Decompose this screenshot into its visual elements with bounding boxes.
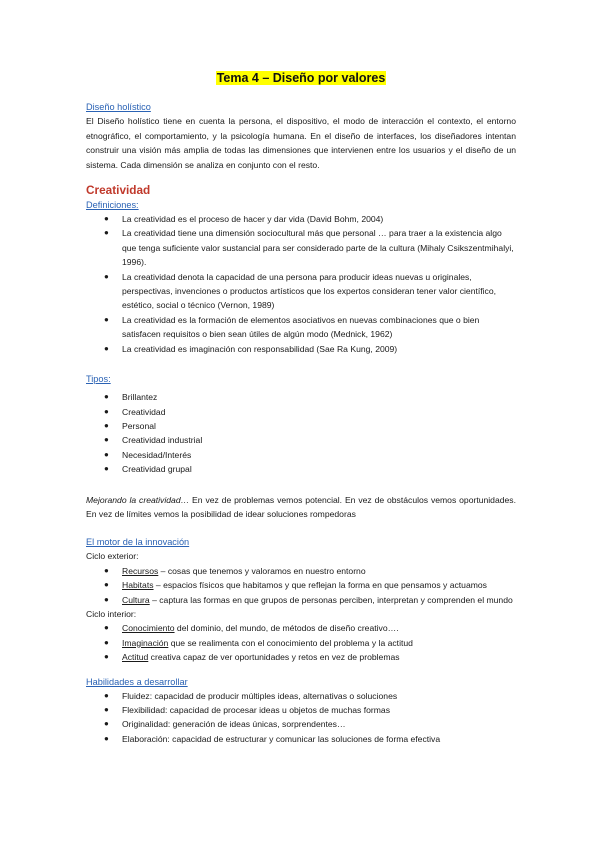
habilidad-item-text: Originalidad: generación de ideas únicas, sorprendentes…: [122, 719, 346, 730]
ciclo-interior-item-desc: del dominio, del mundo, de métodos de diseño creativo….: [174, 623, 399, 634]
habilidad-item: [86, 703, 516, 717]
page-title: Tema 4 – Diseño por valores: [216, 71, 386, 85]
tipo-item-text: Brillantez: [122, 392, 158, 403]
ciclo-exterior-item-desc: – cosas que tenemos y valoramos en nuestro entorno: [158, 565, 366, 576]
ciclo-interior-item-term: Imaginación: [122, 637, 169, 648]
tipo-item: [86, 462, 516, 476]
tipo-item-text: Personal: [122, 420, 156, 431]
definicion-item-text: La creatividad tiene una dimensión sociocultural más que personal … para traer a la existencia algo que tenga suficiente valor sustancial para ser considerado parte de la cultura (Mihaly Csikszentmihalyi, 1996).: [122, 228, 514, 268]
ciclo-interior-list: [86, 621, 516, 664]
tipo-item-text: Creatividad grupal: [122, 464, 192, 475]
bullet-icon: ●: [104, 420, 109, 430]
bullet-icon: ●: [104, 719, 109, 729]
ciclo-interior-item-desc: que se realimenta con el conocimiento del problema y la actitud: [168, 637, 413, 648]
ciclo-interior-label: Ciclo interior:: [86, 608, 137, 619]
ciclo-exterior-item-term: Recursos: [122, 565, 159, 576]
ciclo-interior-item-term: Actitud: [122, 652, 149, 663]
bullet-icon: ●: [104, 214, 109, 224]
habilidad-item: [86, 717, 516, 731]
heading-definiciones: Definiciones:: [86, 200, 139, 211]
bullet-icon: ●: [104, 637, 109, 647]
ciclo-interior-item-desc: creativa capaz de ver oportunidades y retos en vez de problemas: [148, 652, 400, 663]
ciclo-exterior-item: [86, 564, 516, 578]
definicion-item: [86, 226, 516, 269]
definicion-item-text: La creatividad es la formación de elementos asociativos en nuevas combinaciones que o bien satisfacen requisitos o bien sean útiles de algún modo (Mednick, 1962): [122, 314, 480, 340]
bullet-icon: ●: [104, 733, 109, 743]
mejorando-lead: Mejorando la creatividad…: [86, 494, 190, 505]
bullet-icon: ●: [104, 594, 109, 604]
tipo-item: [86, 405, 516, 419]
definicion-item: [86, 342, 516, 356]
definicion-item: [86, 313, 516, 342]
ciclo-interior-item: [86, 636, 516, 650]
habilidad-item-text: Elaboración: capacidad de estructurar y comunicar las soluciones de forma efectiva: [122, 733, 441, 744]
definicion-item: [86, 270, 516, 313]
definicion-item: [86, 212, 516, 226]
heading-creatividad: Creatividad: [86, 183, 151, 198]
tipo-item-text: Necesidad/Interés: [122, 449, 192, 460]
definiciones-list: [86, 212, 516, 356]
ciclo-exterior-list: [86, 564, 516, 607]
habilidad-item: [86, 689, 516, 703]
definicion-item-text: La creatividad denota la capacidad de una persona para producir ideas nuevas u originales, perspectivas, invenciones o productos artísticos que los expertos consideran tener valor científico, estético, social o técnico (Vernon, 1989): [122, 271, 497, 311]
tipo-item-text: Creatividad: [122, 406, 166, 417]
bullet-icon: ●: [104, 406, 109, 416]
habilidad-item: [86, 732, 516, 746]
ciclo-exterior-item-desc: – espacios físicos que habitamos y que reflejan la forma en que pensamos y actuamos: [153, 580, 487, 591]
bullet-icon: ●: [104, 449, 109, 459]
definicion-item-text: La creatividad es imaginación con responsabilidad (Sae Ra Kung, 2009): [122, 343, 398, 354]
ciclo-interior-item-term: Conocimiento: [122, 623, 175, 634]
heading-tipos: Tipos:: [86, 374, 111, 385]
ciclo-exterior-label: Ciclo exterior:: [86, 551, 139, 562]
ciclo-interior-item: [86, 650, 516, 664]
bullet-icon: ●: [104, 271, 109, 281]
tipo-item-text: Creatividad industrial: [122, 435, 203, 446]
ciclo-exterior-item: [86, 593, 516, 607]
heading-diseno-holistico: Diseño holístico: [86, 102, 151, 113]
bullet-icon: ●: [104, 690, 109, 700]
tipo-item: [86, 433, 516, 447]
bullet-icon: ●: [104, 565, 109, 575]
tipo-item: [86, 390, 516, 404]
ciclo-exterior-item-desc: – captura las formas en que grupos de personas perciben, interpretan y comprenden el mundo: [149, 594, 513, 605]
tipo-item: [86, 448, 516, 462]
ciclo-exterior-item: [86, 578, 516, 592]
bullet-icon: ●: [104, 705, 109, 714]
bullet-icon: ●: [104, 580, 109, 590]
bullet-icon: ●: [104, 228, 109, 238]
bullet-icon: ●: [104, 623, 109, 633]
holistico-paragraph: El Diseño holístico tiene en cuenta la persona, el dispositivo, el modo de interacción el contexto, el entorno etnográfico, el comportamiento, y la psicología humana. En el diseño de interfaces, los diseñadores intentan construir una visión más amplia de todas las dimensiones que intervienen entre los usuarios y el diseño de un sistema. Cada dimensión se analiza en conjunto con el resto.: [86, 116, 516, 170]
ciclo-exterior-item-term: Cultura: [122, 594, 150, 605]
ciclo-interior-item: [86, 621, 516, 635]
habilidad-item-text: Flexibilidad: capacidad de procesar ideas u objetos de muchas formas: [122, 705, 390, 715]
heading-habilidades: Habilidades a desarrollar: [86, 676, 188, 687]
mejorando-text: En vez de problemas vemos potencial. En vez de obstáculos vemos oportunidades. En vez de límites vemos la posibilidad de idear soluciones rompedoras: [86, 494, 516, 519]
bullet-icon: ●: [104, 464, 109, 474]
bullet-icon: ●: [104, 314, 109, 324]
ciclo-exterior-item-term: Habitats: [122, 580, 154, 591]
habilidad-item-text: Fluidez: capacidad de producir múltiples ideas, alternativas o soluciones: [122, 690, 398, 701]
tipos-list: [86, 390, 516, 476]
title-wrap: [86, 70, 516, 86]
habilidades-list: [86, 689, 516, 747]
heading-motor-innovacion: El motor de la innovación: [86, 537, 190, 548]
bullet-icon: ●: [104, 392, 109, 402]
tipo-item: [86, 419, 516, 433]
bullet-icon: ●: [104, 343, 109, 353]
bullet-icon: ●: [104, 652, 109, 662]
definicion-item-text: La creatividad es el proceso de hacer y dar vida (David Bohm, 2004): [122, 214, 384, 225]
bullet-icon: ●: [104, 435, 109, 445]
mejorando-paragraph: [86, 493, 516, 522]
